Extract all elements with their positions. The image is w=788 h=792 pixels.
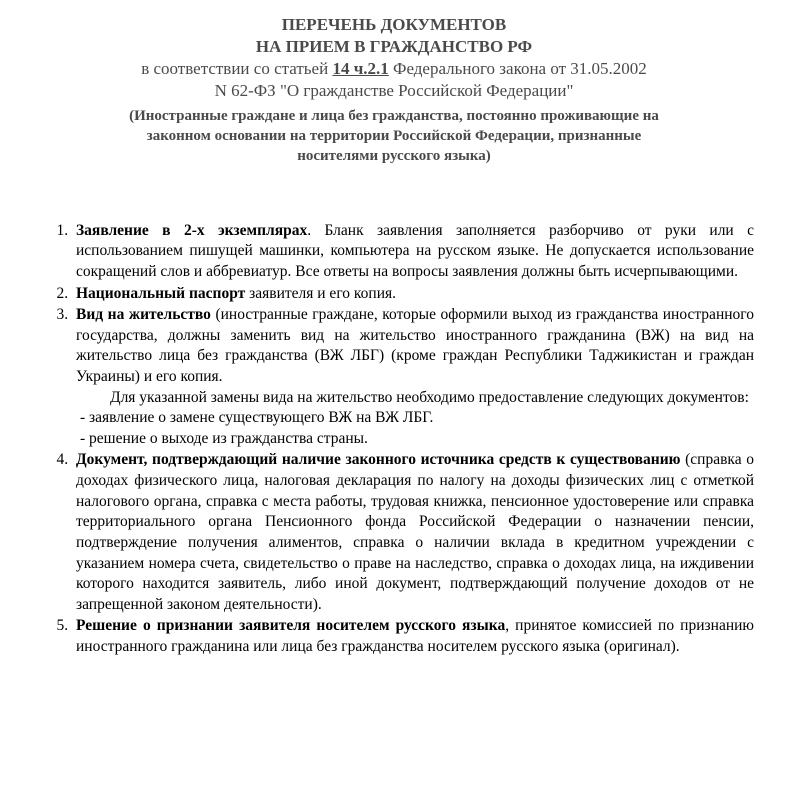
title-line-2: НА ПРИЕМ В ГРАЖДАНСТВО РФ (255, 37, 533, 57)
item-lead: Решение о признании заявителя носителем русского языка (76, 617, 506, 635)
law-line: N 62-ФЗ "О гражданстве Российской Федерации" (214, 81, 574, 101)
subtitle-suffix: Федерального закона от 31.05.2002 (388, 59, 647, 79)
item-lead: Заявление в 2-х экземплярах (76, 221, 308, 239)
list-item (72, 305, 754, 449)
title-line-1: ПЕРЕЧЕНЬ ДОКУМЕНТОВ (281, 15, 507, 34)
item-extra-dash-2: - решение о выходе из гражданства страны. (80, 429, 368, 447)
item-text: заявителя и его копия. (245, 284, 396, 302)
item-extra-dash-1: - заявление о замене существующего ВЖ на ВЖ ЛБГ. (80, 409, 434, 427)
item-text: (справка о доходах физического лица, налоговая декларация по налогу на доходы физических лиц с отметкой налогового органа, справка с места работы, трудовая книжка, пенсионное удостоверение или справка территориального органа Пенсионного фонда Российской Федерации о назначении пенсии, подтверждение получения алиментов, справка о наличии вклада в кредитном учреждении с указанием номера счета, свидетельство о праве на наследство, справка о доходах лица, на иждивении которого находится заявитель, либо иной документ, подтверждающий получение доходов от не запрещенной законом деятельности). (76, 451, 755, 613)
list-item (72, 284, 754, 305)
document-header (34, 14, 754, 167)
scope-line-1: (Иностранные граждане и лица без гражданства, постоянно проживающие на (129, 108, 659, 125)
subtitle-line (34, 58, 754, 80)
item-text: , принятое комиссией по признанию иностранного гражданина или лица без гражданства носителем русского языка (оригинал). (76, 617, 754, 655)
scope-line-2: законном основании на территории Российской Федерации, признанные (146, 128, 642, 145)
item-lead: Вид на жительство (76, 306, 211, 324)
item-text: . Бланк заявления заполняется разборчиво от руки или с использованием пишущей машинки, компьютера на русском языке. Не допускается использование сокращений слов и аббревиатур. Все ответы на вопросы заявления должны быть исчерпывающими. (76, 221, 754, 280)
list-item (72, 616, 754, 657)
subtitle-article: 14 ч.2.1 (332, 59, 389, 79)
list-item (72, 221, 754, 283)
documents-list (34, 221, 754, 658)
item-lead: Документ, подтверждающий наличие законного источника средств к существованию (76, 451, 681, 469)
subtitle-prefix: в соответствии со статьей (141, 59, 333, 79)
scope-line-3: носителями русского языка) (297, 147, 491, 164)
item-text: (иностранные граждане, которые оформили выход из гражданства иностранного государства, должны заменить вид на жительство иностранного гражданина (ВЖ) на вид на жительство лица без гражданства (ВЖ ЛБГ) (кроме граждан Республики Таджикистан и граждан Украины) и его копия. (76, 306, 754, 386)
item-extra-paragraph: Для указанной замены вида на жительство необходимо предоставление следующих документов: (110, 388, 749, 406)
header-body-spacer (34, 167, 754, 221)
item-lead: Национальный паспорт (76, 284, 246, 302)
list-item (72, 450, 754, 615)
